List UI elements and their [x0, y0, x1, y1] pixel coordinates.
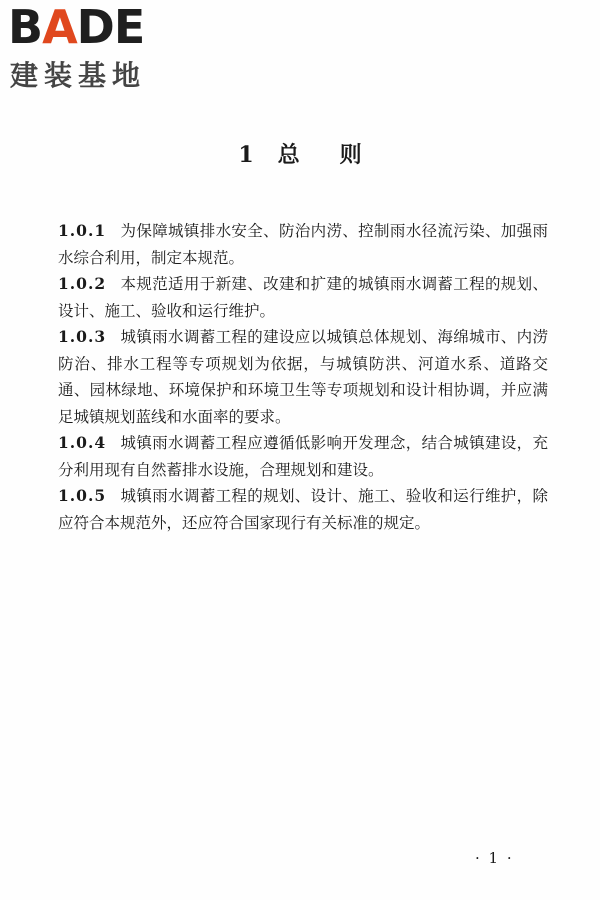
clauses-body	[58, 218, 548, 536]
clause-number: 1.0.4	[58, 433, 107, 452]
chapter-title-char-2: 则	[339, 142, 362, 168]
clause-number: 1.0.5	[58, 486, 107, 505]
clause-number: 1.0.2	[58, 274, 107, 293]
clause-text: 城镇雨水调蓄工程的规划、设计、施工、验收和运行维护，除应符合本规范外，还应符合国家现行有关标准的规定。	[58, 487, 548, 532]
logo-letter-a-accent: A	[42, 0, 77, 54]
chapter-number: 1	[238, 142, 254, 168]
clause-number: 1.0.3	[58, 327, 107, 346]
logo-wordmark	[8, 0, 145, 54]
clause-text: 城镇雨水调蓄工程应遵循低影响开发理念，结合城镇建设，充分利用现有自然蓄排水设施，合理规划和建设。	[58, 434, 548, 479]
page-number: · 1 ·	[475, 849, 514, 867]
clause-text: 城镇雨水调蓄工程的建设应以城镇总体规划、海绵城市、内涝防治、排水工程等专项规划为依据，与城镇防洪、河道水系、道路交通、园林绿地、环境保护和环境卫生等专项规划和设计相协调，并应满足城镇规划蓝线和水面率的要求。	[58, 328, 548, 426]
clause-1-0-5	[58, 483, 548, 536]
clause-text: 本规范适用于新建、改建和扩建的城镇雨水调蓄工程的规划、设计、施工、验收和运行维护。	[58, 275, 548, 320]
chapter-title-char-1: 总	[277, 142, 300, 168]
clause-number: 1.0.1	[58, 221, 107, 240]
bade-logo	[8, 0, 178, 94]
logo-letters-de: DE	[76, 0, 145, 54]
clause-text: 为保障城镇排水安全、防治内涝、控制雨水径流污染、加强雨水综合利用，制定本规范。	[58, 222, 548, 267]
clause-1-0-1	[58, 218, 548, 271]
clause-1-0-3	[58, 324, 548, 430]
chapter-title	[0, 140, 600, 170]
clause-1-0-4	[58, 430, 548, 483]
logo-letter-b: B	[8, 0, 43, 54]
clause-1-0-2	[58, 271, 548, 324]
logo-chinese-text: 建装基地	[10, 59, 147, 92]
